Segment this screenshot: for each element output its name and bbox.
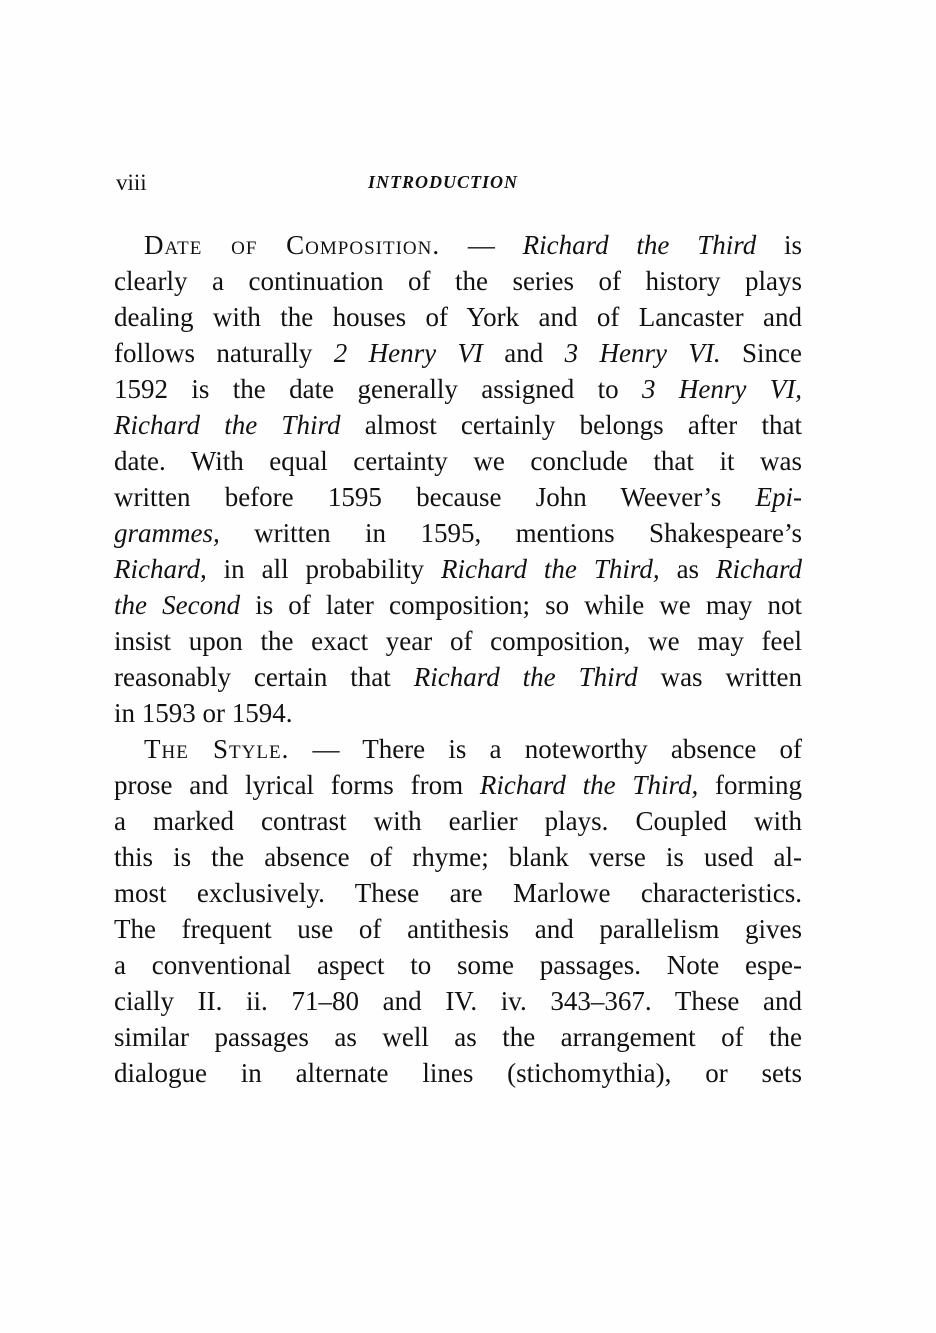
italic-title: 3 Henry VI. [564, 338, 721, 368]
text-run: dialogue in alternate lines (stichomythia), or sets [114, 1058, 802, 1088]
paragraph [114, 227, 802, 731]
text-line [114, 839, 802, 875]
text-run: cially II. ii. 71–80 and IV. iv. 343–367. These and [114, 986, 802, 1016]
text-run: Since [720, 338, 802, 368]
text-line [114, 983, 802, 1019]
page-header [116, 170, 800, 198]
paragraph [114, 731, 802, 1091]
text-run: as [659, 554, 717, 584]
page-number: viii [116, 170, 147, 195]
italic-title: Richard the Third [522, 230, 757, 260]
text-line [114, 227, 802, 263]
text-run: 1592 is the date generally assigned to [114, 374, 643, 404]
text-run: most exclusively. These are Marlowe characteristics. [114, 878, 802, 908]
text-run: follows naturally [114, 338, 334, 368]
text-run: was written [637, 662, 802, 692]
italic-title: Richard, [114, 554, 207, 584]
text-line [114, 695, 802, 731]
text-line [114, 587, 802, 623]
text-line [114, 551, 802, 587]
text-line [114, 875, 802, 911]
text-line [114, 371, 802, 407]
text-run: and [482, 338, 565, 368]
text-line [114, 515, 802, 551]
text-run: is of later composition; so while we may not [240, 590, 802, 620]
text-line [114, 1019, 802, 1055]
text-run: a marked contrast with earlier plays. Coupled with [114, 806, 802, 836]
text-line [114, 767, 802, 803]
text-run: date. With equal certainty we conclude that it was [114, 446, 802, 476]
text-run: written in 1595, mentions Shakespeare’s [219, 518, 802, 548]
text-run: — There is a noteworthy absence of [289, 734, 802, 764]
running-head: INTRODUCTION [368, 172, 519, 192]
italic-title: Epi- [755, 482, 802, 512]
text-line [114, 299, 802, 335]
text-run: almost certainly belongs after that [340, 410, 803, 440]
italic-title: grammes, [114, 518, 220, 548]
text-line [114, 407, 802, 443]
text-run: is [756, 230, 803, 260]
text-run: insist upon the exact year of composition, we may feel [114, 626, 802, 656]
text-line [114, 803, 802, 839]
text-run: reasonably certain that [114, 662, 414, 692]
text-line [114, 443, 802, 479]
text-run: written before 1595 because John Weever’s [114, 482, 756, 512]
section-heading: The Style. [144, 734, 290, 764]
text-line [114, 335, 802, 371]
body-text [114, 227, 802, 1091]
italic-title: Richard [716, 554, 802, 584]
text-run: this is the absence of rhyme; blank verse is used al- [114, 842, 802, 872]
text-run: The frequent use of antithesis and parallelism gives [114, 914, 802, 944]
text-run: in all probability [206, 554, 441, 584]
text-line [114, 263, 802, 299]
text-line [114, 479, 802, 515]
text-line [114, 623, 802, 659]
italic-title: 2 Henry VI [333, 338, 483, 368]
text-run: prose and lyrical forms from [114, 770, 480, 800]
text-line [114, 731, 802, 767]
italic-title: 3 Henry VI, [642, 374, 802, 404]
section-heading: Date of Composition. [144, 230, 441, 260]
italic-title: Richard the Third, [479, 770, 699, 800]
italic-title: Richard the Third [413, 662, 638, 692]
text-run: in 1593 or 1594. [114, 698, 293, 728]
text-run: a conventional aspect to some passages. Note espe- [114, 950, 802, 980]
text-line [114, 947, 802, 983]
text-run: clearly a continuation of the series of history plays [114, 266, 802, 296]
text-run: forming [698, 770, 802, 800]
italic-title: Richard the Third [114, 410, 341, 440]
text-line [114, 1055, 802, 1091]
text-run: — [440, 230, 523, 260]
italic-title: the Second [114, 590, 241, 620]
text-line [114, 911, 802, 947]
text-run: similar passages as well as the arrangement of the [114, 1022, 802, 1052]
text-run: dealing with the houses of York and of Lancaster and [114, 302, 802, 332]
italic-title: Richard the Third, [440, 554, 660, 584]
text-line [114, 659, 802, 695]
